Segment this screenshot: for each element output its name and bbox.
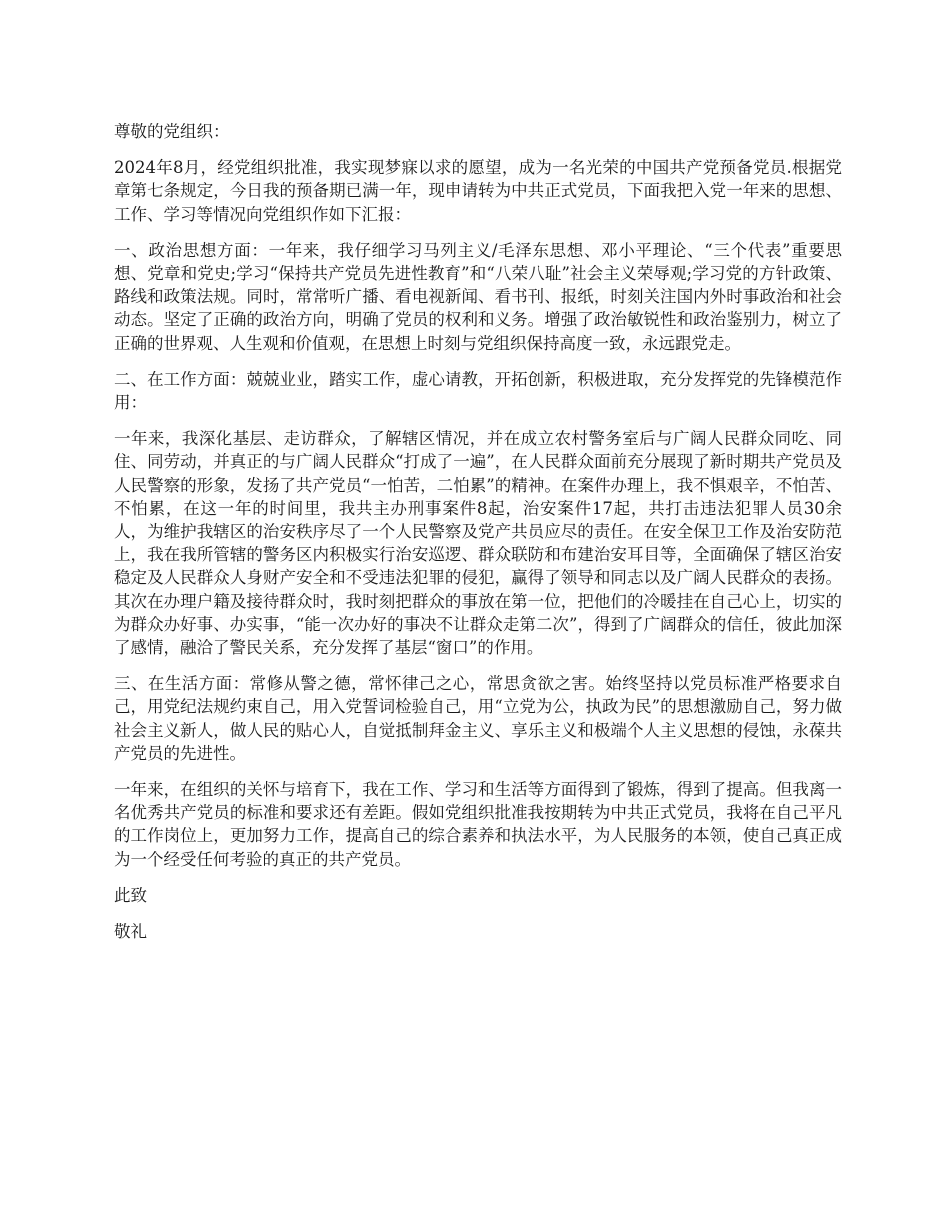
paragraph-political: 一、政治思想方面：一年来，我仔细学习马列主义/毛泽东思想、邓小平理论、“三个代表”重要思想、党章和党史;学习“保持共产党员先进性教育”和“八荣八耻”社会主义荣辱观;学习党的方针政策、路线和政策法规。同时，常常听广播、看电视新闻、看书刊、报纸，时刻关注国内外时事政治和社会动态。坚定了正确的政治方向，明确了党员的权利和义务。增强了政治敏锐性和政治鉴别力，树立了正确的世界观、人生观和价值观，在思想上时刻与党组织保持高度一致，永远跟党走。: [114, 240, 842, 353]
paragraph-work-detail: 一年来，我深化基层、走访群众，了解辖区情况，并在成立农村警务室后与广阔人民群众同吃、同住、同劳动，并真正的与广阔人民群众“打成了一遍”，在人民群众面前充分展现了新时期共产党员及人民警察的形象，发扬了共产党员“一怕苦，二怕累”的精神。在案件办理上，我不惧艰辛，不怕苦、不怕累，在这一年的时间里，我共主办刑事案件8起，治安案件17起，共打击违法犯罪人员30余人，为维护我辖区的治安秩序尽了一个人民警察及党产共员应尽的责任。在安全保卫工作及治安防范上，我在我所管辖的警务区内积极实行治安巡逻、群众联防和布建治安耳目等，全面确保了辖区治安稳定及人民群众人身财产安全和不受违法犯罪的侵犯，赢得了领导和同志以及广阔人民群众的表扬。其次在办理户籍及接待群众时，我时刻把群众的事放在第一位，把他们的冷暖挂在自己心上，切实的为群众办好事、办实事，“能一次办好的事决不让群众走第二次”，得到了广阔群众的信任，彼此加深了感情，融洽了警民关系，充分发挥了基层“窗口”的作用。: [114, 429, 842, 658]
paragraph-life: 三、在生活方面：常修从警之德，常怀律己之心，常思贪欲之害。始终坚持以党员标准严格要求自己，用党纪法规约束自己，用入党誓词检验自己，用“立党为公，执政为民”的思想激励自己，努力做社会主义新人，做人民的贴心人，自觉抵制拜金主义、享乐主义和极端个人主义思想的侵蚀，永葆共产党员的先进性。: [114, 674, 842, 763]
salutation: 尊敬的党组织：: [114, 122, 230, 141]
letter-document: [114, 120, 842, 956]
paragraph-conclusion: 一年来，在组织的关怀与培育下，我在工作、学习和生活等方面得到了锻炼，得到了提高。但我离一名优秀共产党员的标准和要求还有差距。假如党组织批准我按期转为中共正式党员，我将在自己平凡的工作岗位上，更加努力工作，提高自己的综合素养和执法水平，为人民服务的本领，使自己真正成为一个经受任何考验的真正的共产党员。: [114, 780, 842, 869]
closing-jingli: 敬礼: [114, 922, 147, 942]
paragraph-work-heading: 二、在工作方面：兢兢业业，踏实工作，虚心请教，开拓创新，积极进取，充分发挥党的先锋模范作用：: [114, 369, 842, 413]
closing-cizhi: 此致: [114, 885, 147, 905]
paragraph-intro: 2024年8月，经党组织批准，我实现梦寐以求的愿望，成为一名光荣的中国共产党预备党员.根据党章第七条规定，今日我的预备期已满一年，现申请转为中共正式党员，下面我把入党一年来的思想、工作、学习等情况向党组织作如下汇报：: [114, 158, 842, 224]
